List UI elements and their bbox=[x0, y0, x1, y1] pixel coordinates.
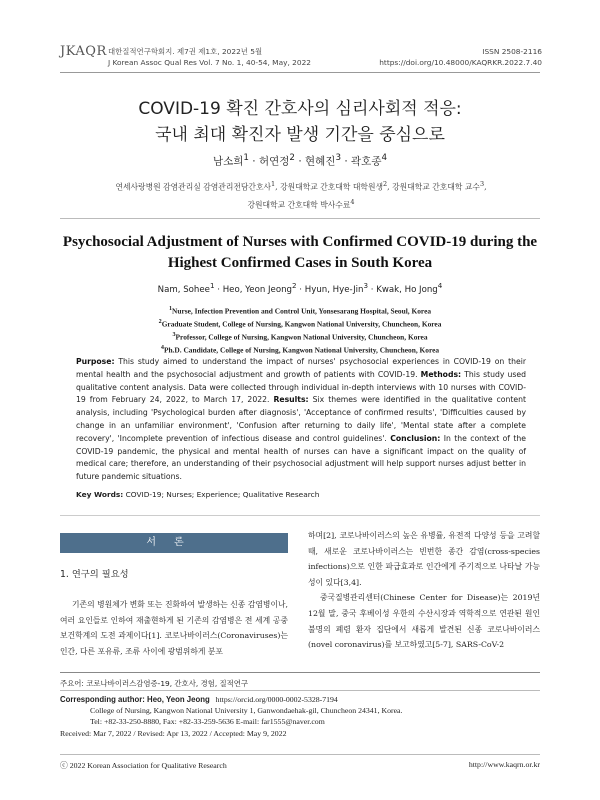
author-en-1: Nam, Sohee bbox=[157, 284, 210, 295]
title-english-line2: Highest Confirmed Cases in South Korea bbox=[167, 255, 433, 271]
affiliation-en-2-text: Graduate Student, College of Nursing, Kangwon National University, Chuncheon, Korea bbox=[161, 319, 442, 329]
author-en-1-mark: 1 bbox=[209, 281, 215, 290]
body-column-right bbox=[308, 528, 540, 653]
affiliation-en-4-text: Ph.D. Candidate, College of Nursing, Kangwon National University, Chuncheon, Korea bbox=[163, 345, 440, 355]
affiliation-en-2 bbox=[60, 317, 540, 330]
affiliation-ko-2-mark: 2 bbox=[383, 180, 388, 188]
journal-citation-en: J Korean Assoc Qual Res Vol. 7 No. 1, 40-54, May, 2022 bbox=[108, 58, 311, 67]
abstract-results-label: Results: bbox=[273, 395, 309, 405]
author-separator: · bbox=[341, 155, 352, 168]
author-separator: · bbox=[296, 284, 305, 295]
journal-identifiers bbox=[379, 46, 542, 68]
journal-website-link[interactable]: http://www.kaqrn.or.kr bbox=[468, 760, 540, 769]
affiliations-korean bbox=[66, 177, 536, 212]
affiliation-ko-4: 강원대학교 간호대학 박사수료 bbox=[247, 200, 351, 210]
affiliation-en-3-mark: 3 bbox=[172, 331, 176, 338]
received-dates: Received: Mar 7, 2022 / Revised: Apr 13, 2022 / Accepted: May 9, 2022 bbox=[60, 729, 287, 738]
affiliation-ko-2: 강원대학교 간호대학 대학원생 bbox=[280, 182, 384, 192]
affiliations-korean-line2 bbox=[66, 195, 536, 213]
issn: ISSN 2508-2116 bbox=[482, 47, 542, 56]
abstract-results: Six themes were identified in the qualitative content analysis, including 'Psychological burden after diagnosis', 'Acceptance of confirmed results', 'Difficulties caused by change in an unfamiliar environment', 'Confusion after returning to daily life', 'Mental state after a complete recovery', 'Incomplete prevention of infectious disease and control guidelines'. bbox=[76, 395, 526, 443]
author-en-2: Heo, Yeon Jeong bbox=[222, 284, 292, 295]
author-ko-3: 현혜진 bbox=[305, 155, 336, 168]
doi-link[interactable]: https://doi.org/10.48000/KAQRKR.2022.7.40 bbox=[379, 58, 542, 67]
author-ko-4-mark: 4 bbox=[381, 153, 388, 163]
authors-english bbox=[60, 281, 540, 295]
author-separator: · bbox=[214, 284, 223, 295]
affiliation-en-1-mark: 1 bbox=[168, 306, 173, 312]
subsection-heading: 1. 연구의 필요성 bbox=[60, 569, 129, 580]
affiliations-english bbox=[60, 304, 540, 356]
title-korean bbox=[60, 96, 540, 148]
copyright: ⓒ 2022 Korean Association for Qualitative Research bbox=[60, 761, 227, 770]
abstract-conclusion-label: Conclusion: bbox=[390, 433, 441, 443]
abstract-methods: This study used qualitative content analysis. Data were collected through individual in-depth interviews with 10 nurses with COVID-19 from February 24, 2022, to March 17, 2022. bbox=[76, 369, 526, 405]
footnote-divider bbox=[60, 672, 540, 673]
key-words-label: Key Words: bbox=[76, 490, 124, 499]
author-en-4-mark: 4 bbox=[437, 281, 443, 290]
title-english-line1: Psychosocial Adjustment of Nurses with Confirmed COVID-19 during the bbox=[62, 234, 538, 250]
affiliation-en-3 bbox=[60, 330, 540, 343]
corresponding-author bbox=[60, 694, 540, 727]
author-ko-1-mark: 1 bbox=[243, 153, 249, 163]
corresponding-address: College of Nursing, Kangwon National University 1, Ganwondaehak-gil, Chuncheon 24341, Korea. bbox=[90, 706, 403, 715]
affiliation-en-3-text: Professor, College of Nursing, Kangwon National University, Chuncheon, Korea bbox=[175, 332, 428, 342]
affiliations-korean-line1: 연세사랑병원 감염관리실 감염관리전담간호사$^1$, 강원대학교 간호대학 대학원생$^2$, 강원대학교 간호대학 교수$^3$, bbox=[115, 180, 487, 192]
abstract-methods-label: Methods: bbox=[420, 369, 462, 379]
korean-keywords: 주요어: 코로나바이러스감염증-19, 간호사, 경험, 질적연구 bbox=[60, 679, 249, 688]
author-en-4: Kwak, Ho Jong bbox=[376, 284, 438, 295]
affiliation-ko-1-mark: 1 bbox=[271, 180, 276, 188]
author-separator: · bbox=[368, 284, 377, 295]
affiliation-ko-3: 강원대학교 간호대학 교수 bbox=[392, 182, 480, 192]
author-en-3: Hyun, Hye-Jin bbox=[304, 284, 364, 295]
abstract-conclusion: In the context of the COVID-19 pandemic, the physical and mental health of nurses can have a significant impact on the quality of medical care; therefore, an understanding of their psychosocial adjustment will help support nurses adjust better in future pandemic situations. bbox=[76, 433, 526, 482]
body-column-left: 기존의 병원체가 변화 또는 진화하여 발생하는 신종 감염병이나, 여러 요인들로 인하여 재출현하게 된 기존의 감염병은 전 세계 공중보건학계의 도전 과제이다[1]. 코로나바이러스(Coronaviruses)는 인간, 다른 포유류, 조류 사이에 광범위하게 분포 bbox=[60, 600, 288, 656]
journal-logo: JKAQR bbox=[60, 44, 107, 59]
title-korean-line2: 국내 최대 확진자 발생 기간을 중심으로 bbox=[155, 125, 445, 145]
journal-citation bbox=[108, 46, 311, 68]
title-korean-line1: COVID-19 확진 간호사의 심리사회적 적응: bbox=[138, 99, 462, 119]
author-separator: · bbox=[294, 155, 305, 168]
journal-header bbox=[0, 0, 600, 80]
authors-korean bbox=[60, 153, 540, 169]
abstract-purpose-label: Purpose: bbox=[76, 357, 115, 366]
affiliation-en-2-mark: 2 bbox=[158, 318, 162, 325]
author-ko-2-mark: 2 bbox=[289, 153, 295, 163]
corresponding-author-label: Corresponding author: Heo, Yeon Jeong bbox=[60, 695, 210, 704]
section-title-introduction: 서론 bbox=[60, 533, 288, 553]
journal-citation-ko: 대한질적연구학회지. 제7권 제1호, 2022년 5월 bbox=[108, 47, 263, 56]
footer-divider bbox=[60, 754, 540, 755]
author-ko-4: 곽호종 bbox=[351, 155, 382, 168]
body-paragraph: 하며[2], 코로나바이러스의 높은 유병률, 유전적 다양성 등을 고려할 때, 새로운 코로나바이러스는 빈번한 종간 감염(cross-species infections)으로 인한 파급효과로 인간에게 주기적으로 나타날 가능성이 있다[3,4]. bbox=[308, 531, 540, 587]
author-en-3-mark: 3 bbox=[363, 281, 369, 290]
key-words-text: COVID-19; Nurses; Experience; Qualitative Research bbox=[123, 490, 320, 499]
author-ko-3-mark: 3 bbox=[335, 153, 342, 163]
abstract bbox=[76, 356, 526, 484]
affiliation-ko-1: 연세사랑병원 감염관리실 감염관리전담간호사 bbox=[115, 182, 272, 192]
header-divider bbox=[60, 72, 540, 73]
key-words bbox=[76, 490, 526, 499]
affiliation-en-1 bbox=[60, 304, 540, 317]
corresponding-contact: Tel: +82-33-250-8880, Fax: +82-33-259-5636 E-mail: far1555@naver.com bbox=[90, 717, 325, 726]
author-ko-2: 허연정 bbox=[258, 155, 290, 168]
affiliation-en-4-mark: 4 bbox=[160, 344, 164, 351]
author-ko-1: 남소희 bbox=[212, 155, 244, 168]
orcid-link[interactable]: https://orcid.org/0000-0002-5328-7194 bbox=[215, 695, 338, 704]
abstract-purpose: This study aimed to understand the impact of nurses' psychosocial experiences in COVID-19 on their mental health and the psychosocial adjustment and growth of patients with COVID-19. bbox=[76, 357, 526, 379]
corresponding-author-line bbox=[60, 694, 540, 705]
affiliation-ko-3-mark: 3 bbox=[479, 180, 485, 188]
affiliation-en-1-text: Nurse, Infection Prevention and Control Unit, Yonsesarang Hospital, Seoul, Korea bbox=[172, 306, 432, 316]
affiliation-ko-4-mark: 4 bbox=[350, 197, 355, 206]
title-divider bbox=[60, 218, 540, 219]
affiliation-en-4 bbox=[60, 343, 540, 356]
body-paragraph: 중국질병관리센터(Chinese Center for Disease)는 2019년 12월 말, 중국 후베이성 우한의 수산시장과 역학적으로 연관된 원인 불명의 폐렴 환자 집단에서 새롭게 발견된 신종 코로나바이러스(novel coronavirus)를 보고하였고[5-7], SARS-CoV-2 bbox=[308, 593, 540, 650]
author-separator: · bbox=[248, 155, 259, 168]
footnote-divider-thin bbox=[60, 690, 540, 691]
title-english bbox=[60, 232, 540, 274]
abstract-divider bbox=[60, 515, 540, 516]
author-en-2-mark: 2 bbox=[292, 281, 297, 290]
